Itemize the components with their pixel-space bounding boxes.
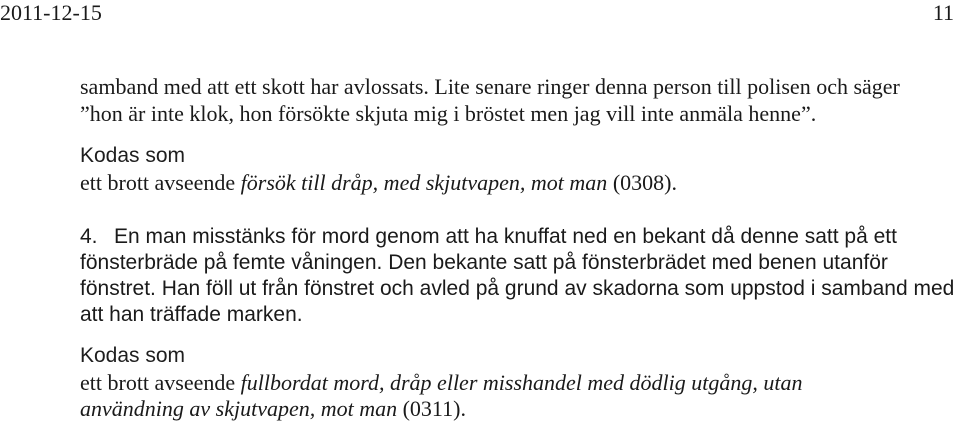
- header-page-number: 11: [932, 0, 954, 25]
- kodas-som-label: Kodas som: [80, 344, 186, 367]
- coding-category: användning av skjutvapen, mot man: [80, 396, 398, 421]
- coding-code: (0308).: [607, 170, 677, 195]
- coding-statement-continued: [80, 396, 466, 422]
- coding-prefix: ett brott avseende: [80, 170, 241, 195]
- coding-prefix: ett brott avseende: [80, 370, 241, 395]
- kodas-som-label: Kodas som: [80, 144, 186, 167]
- coding-code: (0311).: [397, 396, 466, 421]
- coding-statement: [80, 370, 802, 396]
- coding-category: försök till dråp, med skjutvapen, mot man: [240, 170, 608, 195]
- paragraph-line: fönsterbräde på femte våningen. Den bekante satt på fönsterbrädet med benen utanför: [80, 251, 888, 274]
- paragraph-line: En man misstänks för mord genom att ha knuffat ned en bekant då denne satt på ett: [114, 225, 897, 248]
- paragraph-line: ”hon är inte klok, hon försökte skjuta mig i bröstet men jag vill inte anmäla henne”.: [80, 101, 817, 126]
- paragraph-line: fönstret. Han föll ut från fönstret och avled på grund av skadorna som uppstod i samband med: [80, 277, 955, 300]
- paragraph-line: att han träffade marken.: [80, 303, 303, 326]
- section-number: 4.: [80, 225, 98, 248]
- coding-statement: [80, 170, 677, 196]
- coding-category: fullbordat mord, dråp eller misshandel med dödlig utgång, utan: [240, 370, 803, 395]
- paragraph-line: samband med att ett skott har avlossats. Lite senare ringer denna person till polisen och säger: [80, 74, 900, 99]
- header-date: 2011-12-15: [0, 0, 102, 25]
